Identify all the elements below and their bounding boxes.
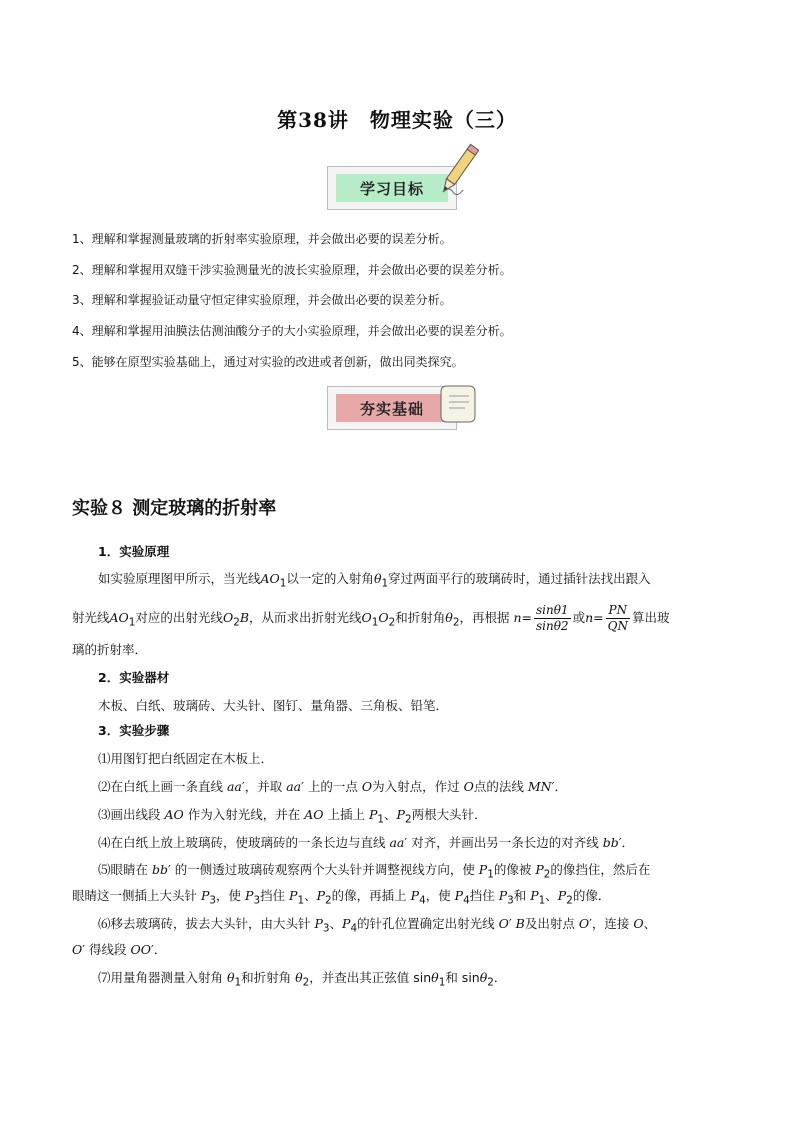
formula-sin-ratio: $\frac{\sin\theta 1}{\sin\theta 2}$ [535, 603, 569, 633]
objective-2: 2、理解和掌握用双缝干涉实验测量光的波长实验原理，并会做出必要的误差分析。 [72, 263, 512, 277]
heading-principle: 1．实验原理 [98, 544, 170, 559]
principle-line-1: 如实验原理图甲所示，当光线$AO_1$以一定的入射角$\theta_1$穿过两面平行的玻璃砖时，通过插针法找出跟入 [98, 571, 651, 590]
step-5-line-1: ⑸眼睛在 bb′ 的一侧透过玻璃砖观察两个大头针并调整视线方向，使 $P_1$的像被 $P_2$的像挡住，然后在 [98, 862, 651, 881]
scroll-icon [439, 380, 479, 426]
learning-goals-badge [327, 166, 477, 218]
section-title: 实验８ 测定玻璃的折射率 [72, 498, 277, 519]
step-5-line-2: 眼睛这一侧插上大头针 $P_3$，使 $P_3$挡住 $P_1$、$P_2$的像，再插上 $P_4$，使 $P_4$挡住 $P_3$和 $P_1$、$P_2$的像． [72, 888, 611, 907]
basics-badge [327, 386, 477, 438]
step-1: ⑴用图钉把白纸固定在木板上． [98, 751, 274, 766]
principle-line-2: 射光线$AO_1$对应的出射光线$O_2B$，从而求出折射光线$O_1O_2$和折射角$\theta_2$，再根据 n= $\frac{\sin\theta 1}{\sin\theta 2}$ 或n= $\frac{PN}{QN}$ 算出玻 [72, 603, 670, 633]
step-6-line-1: ⑹移去玻璃砖，拔去大头针，由大头针 $P_3$、$P_4$的针孔位置确定出射光线 O′ B及出射点 O′，连接 O、 [98, 916, 657, 935]
principle-line-3: 璃的折射率． [72, 642, 148, 657]
objective-3: 3、理解和掌握验证动量守恒定律实验原理，并会做出必要的误差分析。 [72, 293, 452, 307]
objective-1: 1、理解和掌握测量玻璃的折射率实验原理，并会做出必要的误差分析。 [72, 232, 452, 246]
objective-4: 4、理解和掌握用油膜法估测油酸分子的大小实验原理，并会做出必要的误差分析。 [72, 324, 512, 338]
page-title: 第38讲 物理实验（三） [277, 108, 517, 132]
formula-length-ratio: $\frac{PN}{QN}$ [607, 603, 628, 633]
basics-label: 夯实基础 [336, 394, 448, 422]
objective-5: 5、能够在原型实验基础上，通过对实验的改进或者创新，做出同类探究。 [72, 355, 464, 369]
pencil-icon [437, 140, 479, 202]
heading-steps: 3．实验步骤 [98, 723, 170, 738]
step-7: ⑺用量角器测量入射角 $\theta_1$和折射角 $\theta_2$，并查出其正弦值 sinθ$_1$和 sinθ$_2$． [98, 970, 507, 989]
step-4: ⑷在白纸上放上玻璃砖，使玻璃砖的一条长边与直线 aa′ 对齐，并画出另一条长边的对齐线 bb′． [98, 835, 635, 850]
step-2: ⑵在白纸上画一条直线 aa′，并取 aa′ 上的一点 O为入射点，作过 O点的法线 MN′． [98, 779, 567, 794]
equipment-list: 木板、白纸、玻璃砖、大头针、图钉、量角器、三角板、铅笔． [98, 698, 449, 713]
learning-goals-label: 学习目标 [336, 174, 448, 202]
step-6-line-2: O′ 得线段 OO′． [72, 942, 167, 957]
heading-equipment: 2．实验器材 [98, 670, 170, 685]
step-3: ⑶画出线段 AO 作为入射光线，并在 AO 上插上 $P_1$、$P_2$两根大头针． [98, 807, 487, 826]
